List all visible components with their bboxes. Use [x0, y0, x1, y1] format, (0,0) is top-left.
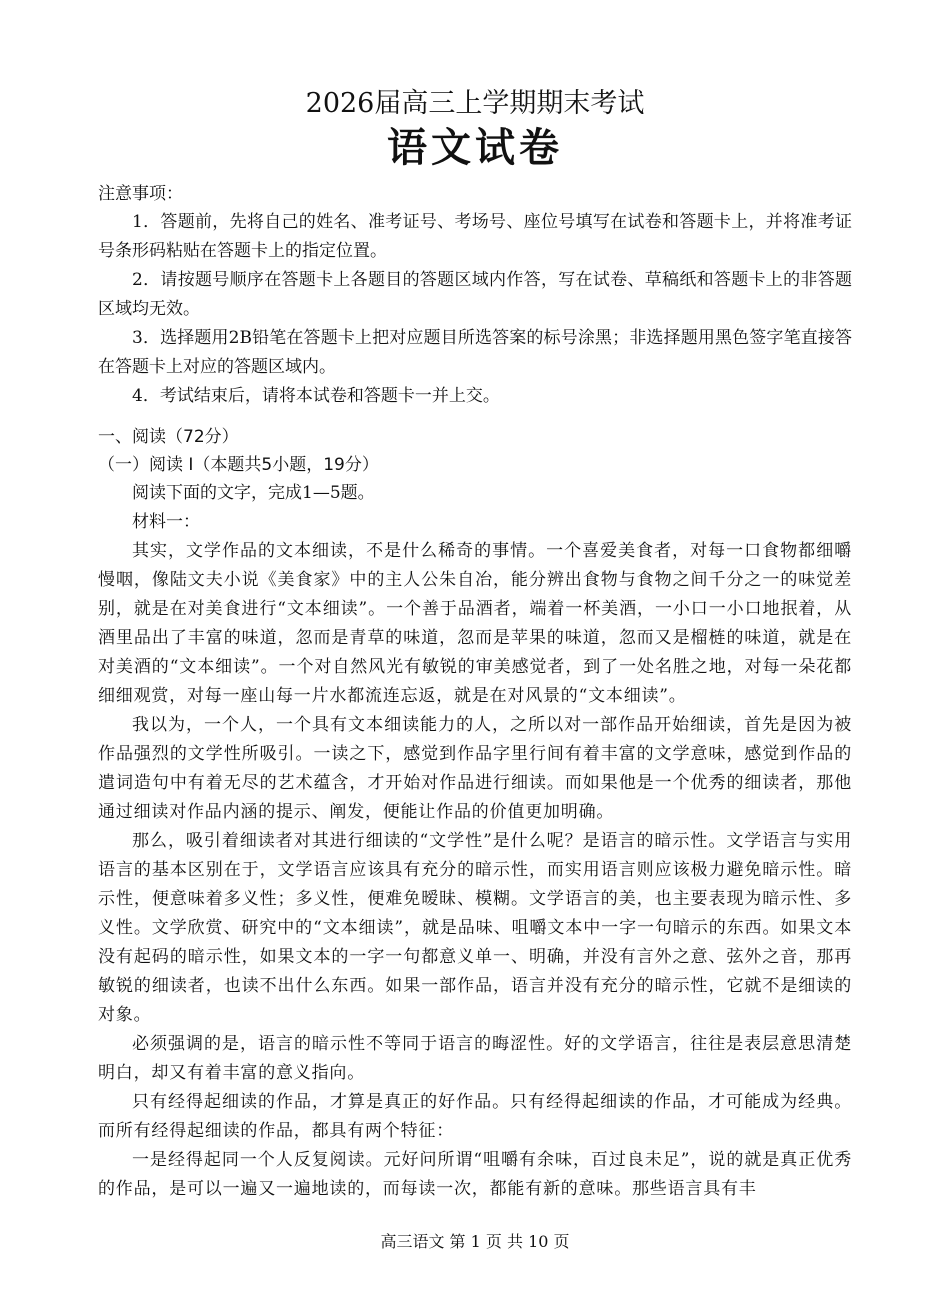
notice-section [98, 180, 852, 411]
body-paragraph-6: 一是经得起同一个人反复阅读。元好问所谓“咀嚼有余味，百过良未足”，说的就是真正优秀的作品，是可以一遍又一遍地读的，而每读一次，都能有新的意味。那些语言具有丰 [98, 1150, 852, 1199]
page-footer: 高三语文 第 1 页 共 10 页 [380, 1232, 570, 1251]
body-paragraph-2: 我以为，一个人，一个具有文本细读能力的人，之所以对一部作品开始细读，首先是因为被作品强烈的文学性所吸引。一读之下，感觉到作品字里行间有着丰富的文学意味，感觉到作品的遣词造句中有着无尽的艺术蕴含，才开始对作品进行细读。而如果他是一个优秀的细读者，那他通过细读对作品内涵的提示、阐发，便能让作品的价值更加明确。 [98, 715, 852, 822]
notice-item-1: 1．答题前，先将自己的姓名、准考证号、考场号、座位号填写在试卷和答题卡上，并将准考证号条形码粘贴在答题卡上的指定位置。 [98, 212, 852, 261]
material-body [98, 537, 852, 1204]
notice-item-2: 2．请按题号顺序在答题卡上各题目的答题区域内作答，写在试卷、草稿纸和答题卡上的非答题区域均无效。 [98, 270, 852, 319]
subsection-title: （一）阅读 I（本题共5小题，19分） [98, 455, 379, 475]
material-label: 材料一： [132, 512, 200, 532]
body-paragraph-4: 必须强调的是，语言的暗示性不等同于语言的晦涩性。好的文学语言，往往是表层意思清楚明白，却又有着丰富的意义指向。 [98, 1034, 852, 1083]
notice-title: 注意事项： [98, 184, 183, 204]
body-paragraph-1: 其实，文学作品的文本细读，不是什么稀奇的事情。一个喜爱美食者，对每一口食物都细嚼慢咽，像陆文夫小说《美食家》中的主人公朱自冶，能分辨出食物与食物之间千分之一的味觉差别，就是在对美食进行“文本细读”。一个善于品酒者，端着一杯美酒，一小口一小口地抿着，从酒里品出了丰富的味道，忽而是青草的味道，忽而是苹果的味道，忽而又是榴梿的味道，就是在对美酒的“文本细读”。一个对自然风光有敏锐的审美感觉者，到了一处名胜之地，对每一朵花都细细观赏，对每一座山每一片水都流连忘返，就是在对风景的“文本细读”。 [98, 541, 852, 706]
reading-instruction: 阅读下面的文字，完成1—5题。 [132, 483, 375, 503]
notice-item-3: 3．选择题用2B铅笔在答题卡上把对应题目所选答案的标号涂黑；非选择题用黑色签字笔直接答在答题卡上对应的答题区域内。 [98, 328, 852, 377]
subject-title: 语文试卷 [387, 124, 563, 171]
body-paragraph-5: 只有经得起细读的作品，才算是真正的好作品。只有经得起细读的作品，才可能成为经典。而所有经得起细读的作品，都具有两个特征： [98, 1092, 852, 1141]
body-paragraph-3: 那么，吸引着细读者对其进行细读的“文学性”是什么呢？是语言的暗示性。文学语言与实用语言的基本区别在于，文学语言应该具有充分的暗示性，而实用语言则应该极力避免暗示性。暗示性，便意味着多义性；多义性，便难免暧昧、模糊。文学语言的美，也主要表现为暗示性、多义性。文学欣赏、研究中的“文本细读”，就是品味、咀嚼文本中一字一句暗示的东西。如果文本没有起码的暗示性，如果文本的一字一句都意义单一、明确，并没有言外之意、弦外之音，那再敏锐的细读者，也读不出什么东西。如果一部作品，语言并没有充分的暗示性，它就不是细读的对象。 [98, 831, 852, 1025]
section-title: 一、阅读（72分） [98, 427, 239, 447]
notice-item-4: 4．考试结束后，请将本试卷和答题卡一并上交。 [132, 386, 500, 406]
exam-title: 2026届高三上学期期末考试 [305, 88, 645, 119]
